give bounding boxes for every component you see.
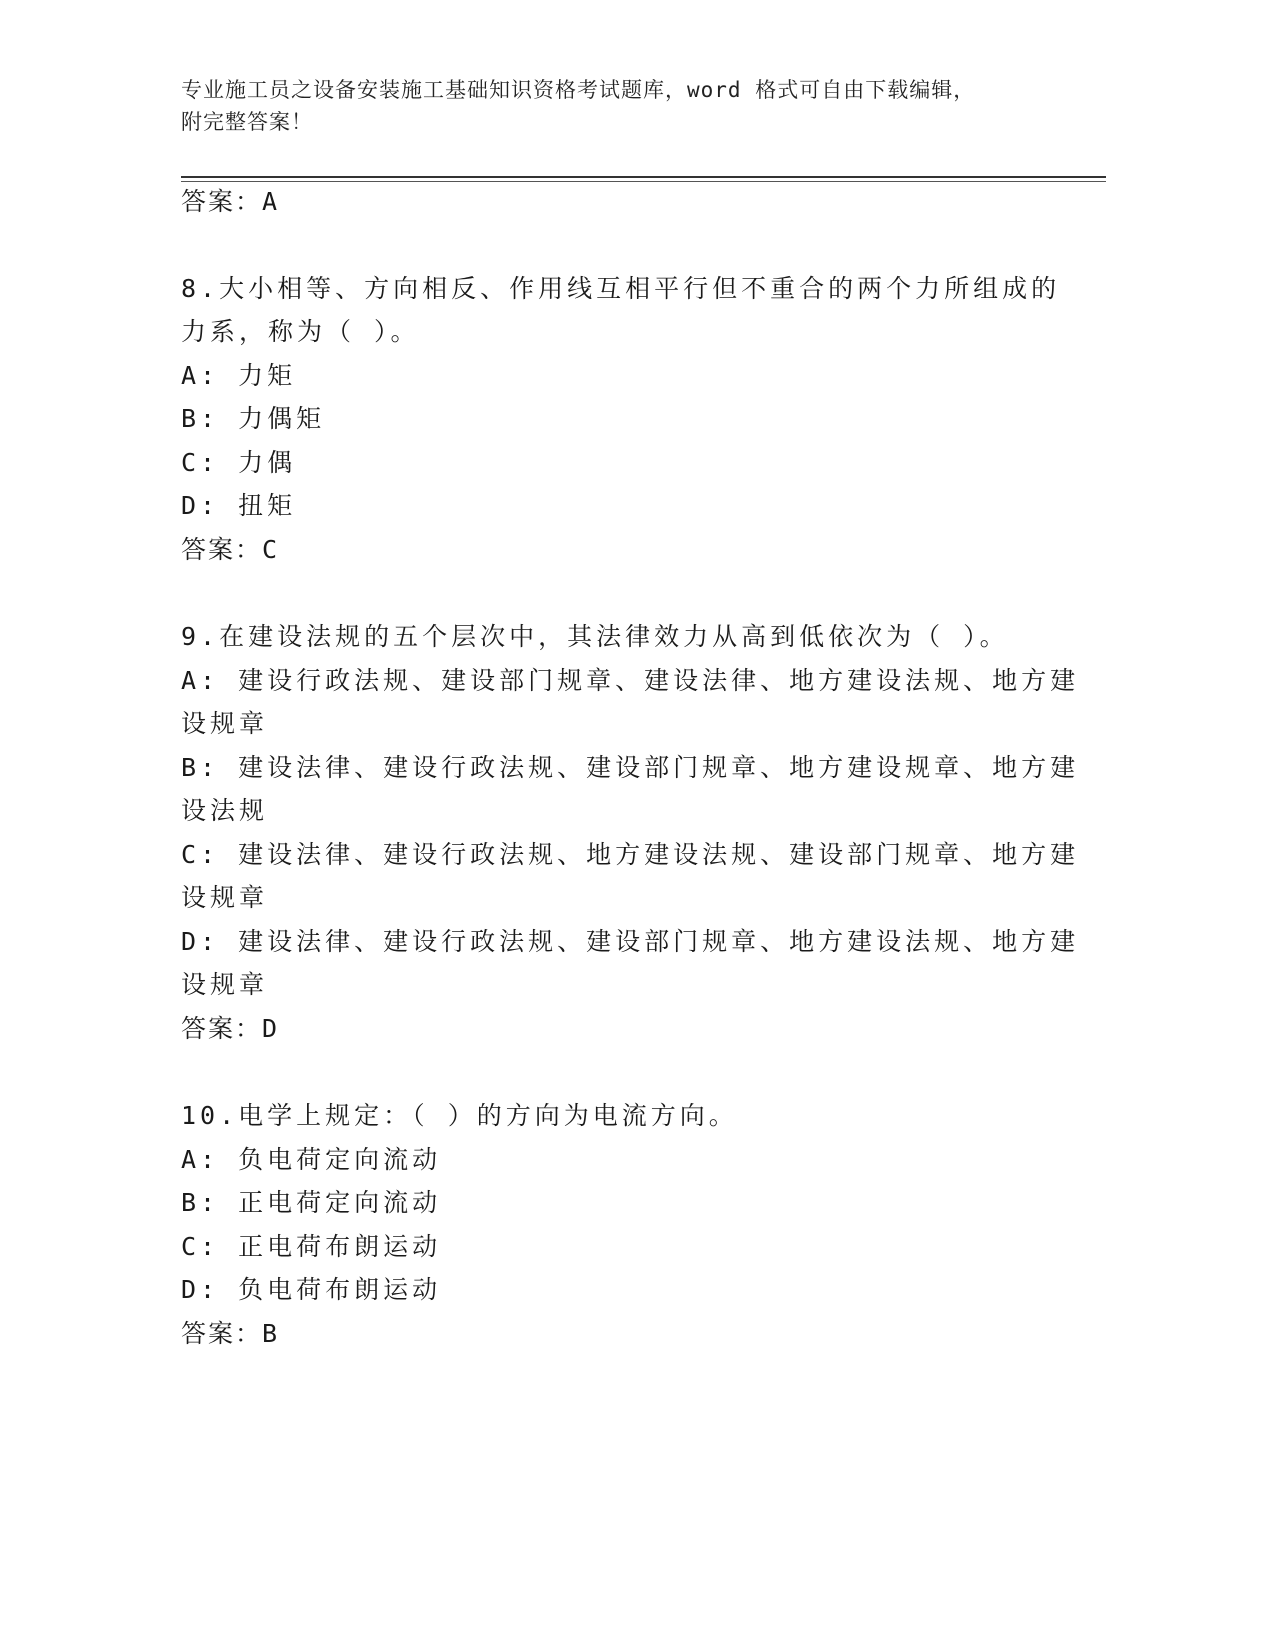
header-divider-thin: [181, 181, 1106, 182]
question-10-stem: 10.电学上规定：（ ）的方向为电流方向。: [181, 1101, 738, 1130]
header-line-1: 专业施工员之设备安装施工基础知识资格考试题库，word 格式可自由下载编辑，: [181, 78, 976, 102]
answer-value: D: [262, 1014, 280, 1043]
question-9-stem: 9.在建设法规的五个层次中，其法律效力从高到低依次为（ ）。: [181, 622, 1009, 651]
question-9-option-a-line-1: A: 建设行政法规、建设部门规章、建设法律、地方建设法规、地方建: [181, 666, 1080, 695]
question-8-option-c: C: 力偶: [181, 448, 297, 477]
answer-value: B: [262, 1319, 280, 1348]
header-line-2: 附完整答案！: [181, 110, 313, 134]
answer-label: 答案：: [181, 187, 263, 216]
question-8-stem-line-2: 力系，称为（ ）。: [181, 317, 420, 346]
answer-label: 答案：: [181, 535, 263, 564]
question-9-answer: [181, 1012, 279, 1046]
page-header: [181, 74, 1061, 138]
question-10-option-a: A: 负电荷定向流动: [181, 1145, 442, 1174]
question-10-option-b: B: 正电荷定向流动: [181, 1188, 442, 1217]
question-8-stem-line-1: 8.大小相等、方向相反、作用线互相平行但不重合的两个力所组成的: [181, 274, 1061, 303]
question-9-option-b-line-2: 设法规: [181, 796, 269, 825]
question-8-option-a: A: 力矩: [181, 361, 297, 390]
question-9-option-c-line-2: 设规章: [181, 883, 269, 912]
question-9-option-d-line-1: D: 建设法律、建设行政法规、建设部门规章、地方建设法规、地方建: [181, 927, 1080, 956]
question-8-option-b: B: 力偶矩: [181, 404, 326, 433]
question-9-option-c-line-1: C: 建设法律、建设行政法规、地方建设法规、建设部门规章、地方建: [181, 840, 1080, 869]
question-8-answer: [181, 533, 279, 567]
question-9-option-a-line-2: 设规章: [181, 709, 269, 738]
previous-answer: [181, 185, 279, 219]
answer-value: C: [262, 535, 280, 564]
header-divider: [181, 176, 1106, 178]
question-9-option-b-line-1: B: 建设法律、建设行政法规、建设部门规章、地方建设规章、地方建: [181, 753, 1080, 782]
question-9-option-d-line-2: 设规章: [181, 970, 269, 999]
question-10-option-d: D: 负电荷布朗运动: [181, 1275, 442, 1304]
question-10-option-c: C: 正电荷布朗运动: [181, 1232, 442, 1261]
answer-label: 答案：: [181, 1014, 263, 1043]
question-8-option-d: D: 扭矩: [181, 491, 297, 520]
answer-value: A: [262, 187, 280, 216]
answer-label: 答案：: [181, 1319, 263, 1348]
question-10-answer: [181, 1317, 279, 1351]
